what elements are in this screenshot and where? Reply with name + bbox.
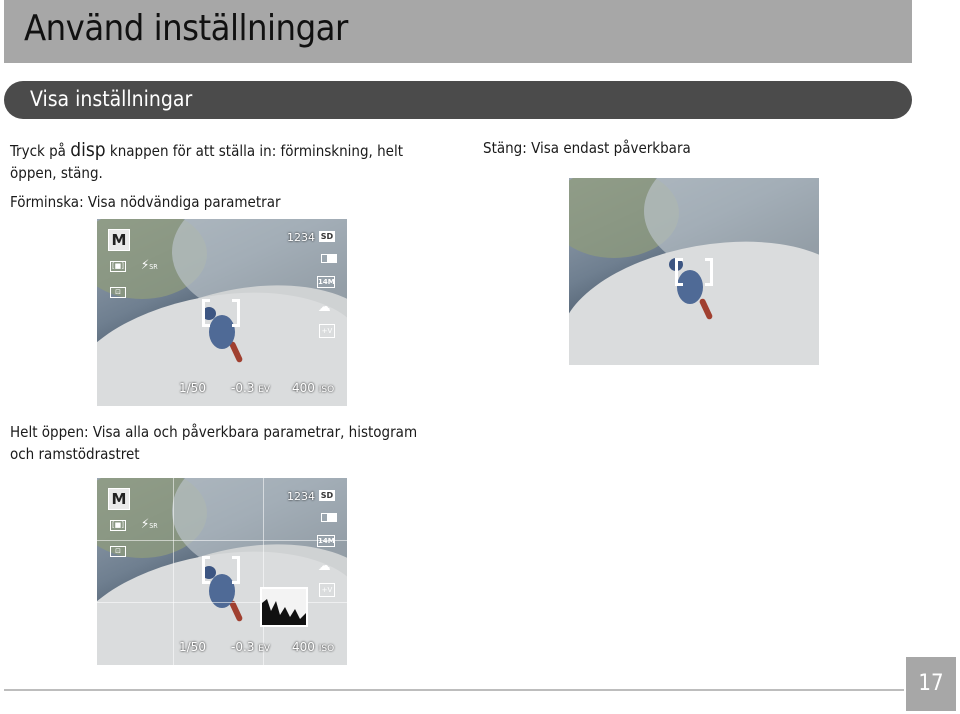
iso-value: 400 ISO — [292, 640, 335, 654]
af-frame — [675, 258, 713, 286]
battery-icon — [321, 513, 337, 522]
af-mode-icon: ⊡ — [110, 287, 126, 298]
page-header — [4, 0, 912, 63]
ev-icon: +V — [319, 324, 335, 338]
histogram — [260, 587, 308, 627]
flash-icon: ⚡SR — [141, 258, 158, 273]
mode-badge: M — [108, 488, 130, 510]
shutter-speed: 1/50 — [179, 640, 206, 654]
page-number: 17 — [906, 657, 956, 711]
caption-full — [10, 421, 450, 465]
histogram-graph — [262, 589, 306, 625]
grid-line — [173, 478, 174, 665]
camera-screen-minimize — [97, 219, 347, 406]
intro-suffix: knappen för att ställa in: förminskning, helt — [105, 142, 404, 160]
intro-text — [10, 139, 450, 184]
af-frame — [202, 556, 240, 584]
metering-icon: [■] — [111, 262, 125, 270]
section-title: Visa inställningar — [30, 87, 193, 111]
camera-screen-full — [97, 478, 347, 665]
intro-line2: öppen, stäng. — [10, 164, 103, 182]
grid-line — [97, 602, 347, 603]
storage-icon: SD — [320, 491, 334, 500]
camera-screen-close — [569, 178, 819, 365]
shots-remaining: 1234 — [287, 231, 315, 244]
caption-full-line1: Helt öppen: Visa alla och påverkbara parametrar, histogram — [10, 423, 418, 441]
intro-prefix: Tryck på — [10, 142, 71, 160]
af-mode-icon: ⊡ — [110, 546, 126, 557]
cloud-icon: ☁ — [318, 299, 331, 315]
disp-key-label: disp — [70, 139, 106, 161]
cloud-icon: ☁ — [318, 558, 331, 574]
caption-minimize: Förminska: Visa nödvändiga parametrar — [10, 193, 281, 211]
storage-icon: SD — [320, 232, 334, 241]
grid-line — [263, 478, 264, 665]
flash-icon: ⚡SR — [141, 517, 158, 532]
shots-remaining: 1234 — [287, 490, 315, 503]
metering-icon: [■] — [111, 521, 125, 529]
footer-divider — [4, 689, 904, 691]
resolution-icon: 14M — [318, 537, 335, 545]
mode-badge: M — [108, 229, 130, 251]
exposure-compensation: -0.3 EV — [231, 381, 271, 395]
grid-line — [97, 540, 347, 541]
shutter-speed: 1/50 — [179, 381, 206, 395]
section-bar — [4, 81, 912, 119]
ev-icon: +V — [319, 583, 335, 597]
page-title: Använd inställningar — [24, 8, 348, 49]
caption-full-line2: och ramstödrastret — [10, 445, 140, 463]
af-frame — [202, 299, 240, 327]
caption-close: Stäng: Visa endast påverkbara — [483, 139, 691, 157]
iso-value: 400 ISO — [292, 381, 335, 395]
resolution-icon: 14M — [318, 278, 335, 286]
exposure-compensation: -0.3 EV — [231, 640, 271, 654]
battery-icon — [321, 254, 337, 263]
